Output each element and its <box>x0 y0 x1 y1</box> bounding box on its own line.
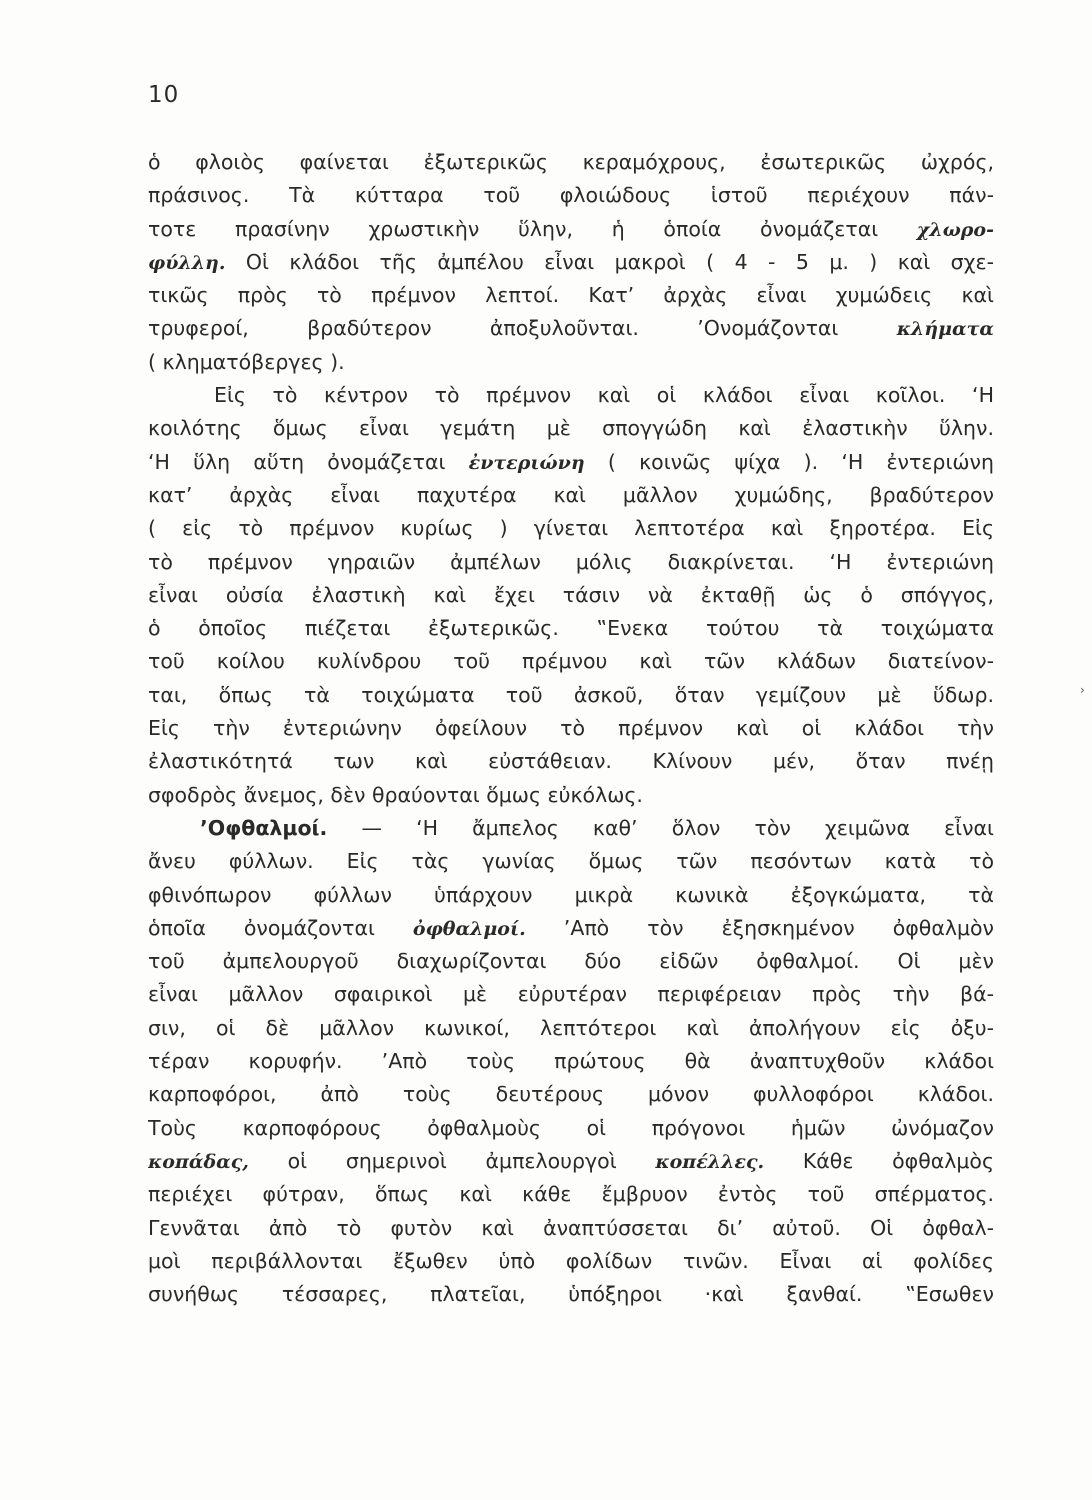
italic-term: κοπάδας, <box>148 1150 249 1173</box>
margin-mark: › <box>1080 683 1085 697</box>
page-number: 10 <box>148 82 180 108</box>
text-line <box>148 845 994 878</box>
text-line <box>148 246 994 279</box>
text-segment: τοῦ κοίλου κυλίνδρου τοῦ πρέμνου καὶ τῶν κλάδων διατείνον- <box>148 649 994 674</box>
text-segment: πράσινος. Τὰ κύτταρα τοῦ φλοιώδους ἱστοῦ περιέχουν πάν- <box>148 183 994 208</box>
text-line <box>148 712 994 745</box>
text-line <box>148 346 994 379</box>
text-line <box>148 512 994 545</box>
text-line <box>148 812 994 845</box>
italic-term: κλήματα <box>896 318 994 341</box>
text-segment: ὁ ὁποῖος πιέζεται ἐξωτερικῶς. ‟Ενεκα τούτου τὰ τοιχώματα <box>148 616 994 641</box>
text-line <box>148 312 994 345</box>
italic-term: φύλλη. <box>148 251 226 274</box>
italic-term: ἐντεριώνη <box>468 451 585 474</box>
text-line <box>148 978 994 1011</box>
text-line <box>148 1178 994 1211</box>
text-segment: μοὶ περιβάλλονται ἔξωθεν ὑπὸ φολίδων τινῶν. Εἶναι αἱ φολίδες <box>148 1248 994 1273</box>
italic-term: κοπέλλες. <box>655 1150 765 1173</box>
text-segment: Γεννᾶται ἀπὸ τὸ φυτὸν καὶ ἀναπτύσσεται δι’ αὐτοῦ. Οἱ ὀφθαλ- <box>148 1215 994 1240</box>
text-segment: ὁ φλοιὸς φαίνεται ἐξωτερικῶς κεραμόχρους, ἐσωτερικῶς ὠχρός, <box>148 150 994 174</box>
italic-term: ὀφθαλμοί. <box>412 917 526 940</box>
text-segment: φθινόπωρον φύλλων ὑπάρχουν μικρὰ κωνικὰ ἐξογκώματα, τὰ <box>148 882 994 907</box>
text-line <box>148 679 994 712</box>
text-line <box>148 1078 994 1111</box>
text-line <box>148 879 994 912</box>
text-line <box>148 179 994 212</box>
text-line <box>148 1245 994 1278</box>
text-segment: σιν, οἱ δὲ μᾶλλον κωνικοί, λεπτότεροι καὶ ἀπολήγουν εἰς ὀξυ- <box>148 1015 994 1040</box>
text-segment: ( εἰς τὸ πρέμνον κυρίως ) γίνεται λεπτοτέρα καὶ ξηροτέρα. Εἰς <box>148 516 994 541</box>
text-segment: ται, ὅπως τὰ τοιχώματα τοῦ ἀσκοῦ, ὅταν γεμίζουν μὲ ὕδωρ. <box>148 682 994 707</box>
text-line <box>148 912 994 945</box>
text-line <box>148 1012 994 1045</box>
text-segment: κατ’ ἀρχὰς εἶναι παχυτέρα καὶ μᾶλλον χυμώδης, βραδύτερον <box>148 482 994 507</box>
text-segment: ( κοινῶς ψίχα ). ‘Η ἐντεριώνη <box>584 449 994 474</box>
text-line <box>148 779 994 812</box>
text-segment: τοτε πρασίνην χρωστικὴν ὕλην, ἡ ὁποία ὀνομάζεται <box>148 216 917 241</box>
text-segment: τὸ πρέμνον γηραιῶν ἀμπέλων μόλις διακρίνεται. ‘Η ἐντεριώνη <box>148 549 994 574</box>
text-segment: Οἱ κλάδοι τῆς ἀμπέλου εἶναι μακροὶ ( 4 - 5 μ. ) καὶ σχε- <box>225 249 994 274</box>
text-segment: ἐλαστικότητά των καὶ εὐστάθειαν. Κλίνουν μέν, ὅταν πνέῃ <box>148 749 994 774</box>
text-line <box>148 279 994 312</box>
text-line <box>148 1145 994 1178</box>
text-segment: ( κληματόβεργες ). <box>148 349 345 374</box>
text-line <box>148 612 994 645</box>
text-segment: τικῶς πρὸς τὸ πρέμνον λεπτοί. Κατ’ ἀρχὰς εἶναι χυμώδεις καὶ <box>148 283 994 308</box>
text-segment: τέραν κορυφήν. ’Απὸ τοὺς πρώτους θὰ ἀναπτυχθοῦν κλάδοι <box>148 1049 994 1074</box>
text-segment: σφοδρὸς ἄνεμος, δὲν θραύονται ὅμως εὐκόλως. <box>148 782 643 807</box>
text-line <box>148 579 994 612</box>
text-segment: εἶναι μᾶλλον σφαιρικοὶ μὲ εὐρυτέραν περιφέρειαν πρὸς τὴν βά- <box>148 982 994 1007</box>
text-line <box>148 412 994 445</box>
text-line <box>148 446 994 479</box>
text-line <box>148 146 994 179</box>
text-segment: — ‘Η ἄμπελος καθ’ ὅλον τὸν χειμῶνα εἶναι <box>327 815 994 840</box>
text-line <box>148 213 994 246</box>
text-line <box>148 1278 994 1311</box>
text-segment: ‘Η ὕλη αὕτη ὀνομάζεται <box>148 449 469 474</box>
text-segment: εἶναι οὐσία ἐλαστικὴ καὶ ἔχει τάσιν νὰ ἐκταθῇ ὡς ὁ σπόγγος, <box>148 582 994 607</box>
text-line <box>148 1045 994 1078</box>
text-line <box>148 546 994 579</box>
body-text <box>148 146 994 1311</box>
text-segment: περιέχει φύτραν, ὅπως καὶ κάθε ἔμβρυον ἐντὸς τοῦ σπέρματος. <box>148 1182 994 1207</box>
text-segment: κοιλότης ὅμως εἶναι γεμάτη μὲ σπογγώδη καὶ ἐλαστικὴν ὕλην. <box>148 416 994 441</box>
text-segment: Εἰς τὴν ἐντεριώνην ὀφείλουν τὸ πρέμνον καὶ οἱ κλάδοι τὴν <box>148 716 994 741</box>
text-line <box>148 645 994 678</box>
text-segment: ὁποῖα ὀνομάζονται <box>148 915 413 940</box>
text-segment: καρποφόροι, ἀπὸ τοὺς δευτέρους μόνον φυλλοφόροι κλάδοι. <box>148 1082 994 1107</box>
text-segment: ἄνευ φύλλων. Εἰς τὰς γωνίας ὅμως τῶν πεσόντων κατὰ τὸ <box>148 849 994 874</box>
text-segment: τρυφεροί, βραδύτερον ἀποξυλοῦνται. ’Ονομάζονται <box>148 316 897 341</box>
text-segment: Τοὺς καρποφόρους ὀφθαλμοὺς οἱ πρόγονοι ἡμῶν ὠνόμαζον <box>148 1115 994 1140</box>
italic-term: χλωρο- <box>916 218 994 241</box>
text-segment: Εἰς τὸ κέντρον τὸ πρέμνον καὶ οἱ κλάδοι εἶναι κοῖλοι. ‘Η <box>214 383 994 408</box>
text-segment: Κάθε ὀφθαλμὸς <box>764 1148 994 1173</box>
text-line <box>148 1212 994 1245</box>
section-heading: ’Οφθαλμοί. <box>200 815 328 840</box>
text-line <box>148 1112 994 1145</box>
text-segment: τοῦ ἀμπελουργοῦ διαχωρίζονται δύο εἰδῶν ὀφθαλμοί. Οἱ μὲν <box>148 949 994 974</box>
text-line <box>148 379 994 412</box>
text-line <box>148 745 994 778</box>
text-segment: ’Απὸ τὸν ἐξησκημένον ὀφθαλμὸν <box>525 915 994 940</box>
text-segment: οἱ σημερινοὶ ἀμπελουργοὶ <box>248 1148 656 1173</box>
text-line <box>148 945 994 978</box>
text-line <box>148 479 994 512</box>
text-segment: συνήθως τέσσαρες, πλατεῖαι, ὑπόξηροι ·καὶ ξανθαί. ‟Εσωθεν <box>148 1282 994 1307</box>
